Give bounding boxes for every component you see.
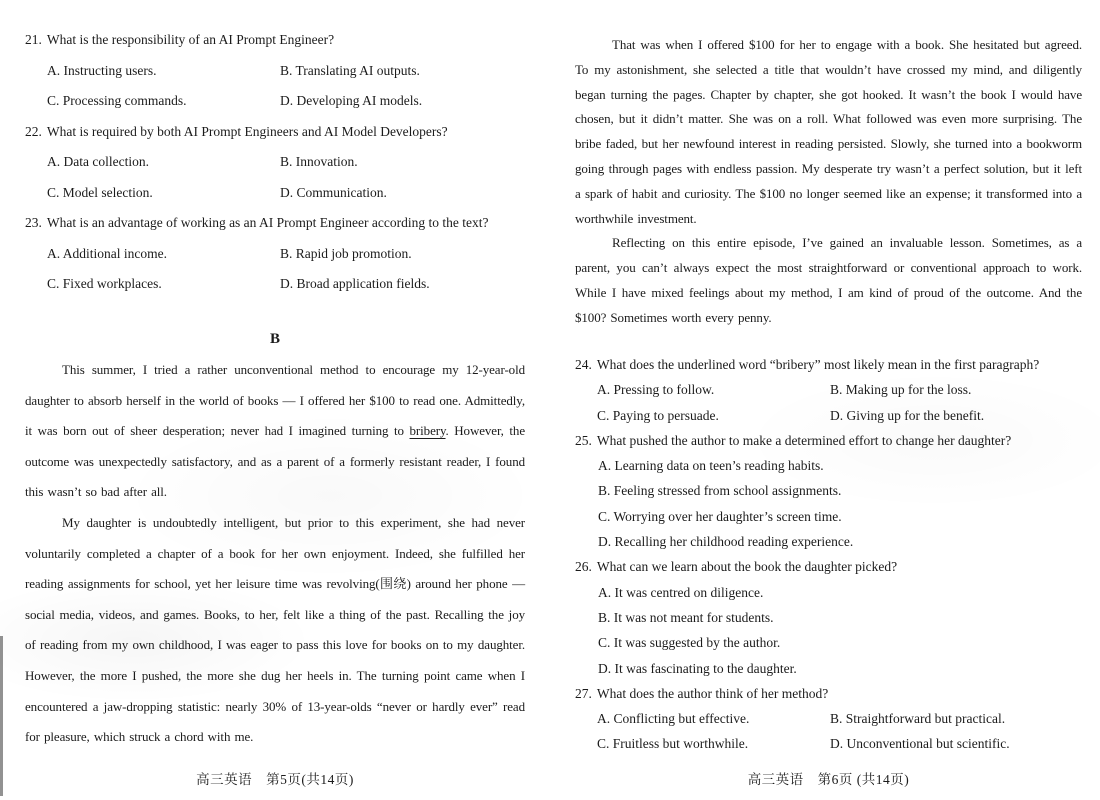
scan-artifact-streak [0, 636, 3, 796]
option-a: A. Pressing to follow. [597, 382, 715, 398]
option-row [575, 377, 1082, 402]
question-number: 22. [25, 123, 42, 139]
question-24 [575, 352, 1082, 428]
question-text: What does the author think of her method? [596, 685, 829, 701]
underlined-word-bribery: bribery [409, 423, 446, 439]
passage-paragraph-3: That was when I offered $100 for her to engage with a book. She hesitated but agreed. To my astonishment, she selected a title that wouldn’t have crossed my mind, and diligently began turning the pages. Chapter by chapter, she got hooked. It wasn’t the book I would have chosen, but it didn’t matter. She was on a roll. What followed was even more surprising. The bribe faded, but her newfound interest in reading persisted. Slowly, she turned into a bookworm going through pages with endless passion. My desperate try wasn’t a perfect solution, but it left a spark of habit and curiosity. The $100 no longer seemed like an expense; it transformed into a worthwhile investment. [575, 37, 1082, 226]
page-footer-right: 高三英语 第6页 (共14页) [747, 772, 910, 787]
option-b: B. Making up for the loss. [830, 382, 972, 398]
option-c: C. Paying to persuade. [597, 407, 719, 423]
option-a: A. Additional income. [47, 245, 167, 261]
option-d: D. Communication. [280, 184, 387, 200]
option-d: D. Unconventional but scientific. [830, 736, 1010, 752]
option-row [575, 403, 1082, 428]
question-text: What is an advantage of working as an AI Prompt Engineer according to the text? [46, 215, 489, 230]
question-22 [25, 117, 525, 209]
question-text: What is the responsibility of an AI Prompt Engineer? [46, 32, 335, 47]
passage-b-part1 [25, 355, 525, 753]
question-number: 24. [575, 357, 592, 372]
option-row [25, 86, 525, 117]
option-d: D. Giving up for the benefit. [830, 407, 985, 423]
option-d: D. Recalling her childhood reading experience. [598, 534, 854, 550]
question-text: What is required by both AI Prompt Engineers and AI Model Developers? [46, 123, 448, 139]
question-text: What does the underlined word “bribery” most likely mean in the first paragraph? [596, 357, 1040, 372]
question-stem [25, 25, 525, 56]
question-26 [575, 554, 1082, 680]
passage-paragraph-1 [25, 355, 525, 508]
option-b: B. Translating AI outputs. [280, 62, 420, 78]
passage-paragraph-4: Reflecting on this entire episode, I’ve gained an invaluable lesson. Sometimes, as a parent, you can’t always expect the most straightforward or conventional approach to work. While I have mixed feelings about my method, I am kind of proud of the outcome. And the $100? Sometimes worth every penny. [575, 235, 1082, 325]
option-row [575, 706, 1082, 731]
questions-21-23 [25, 25, 525, 300]
question-text: What can we learn about the book the daughter picked? [596, 559, 898, 575]
option-row [575, 731, 1082, 756]
option-a: A. Instructing users. [47, 62, 157, 78]
question-number: 26. [575, 559, 592, 575]
option-row [25, 178, 525, 209]
question-25 [575, 428, 1082, 554]
option-a: A. Conflicting but effective. [597, 711, 750, 727]
question-stem [575, 681, 1082, 706]
option-c: C. Worrying over her daughter’s screen time. [598, 508, 842, 524]
paragraph-text: . However, the outcome was unexpectedly satisfactory, and as a parent of a formerly resistant reader, I found this wasn’t so bad after all. [25, 423, 525, 500]
questions-24-27 [575, 352, 1082, 757]
question-number: 23. [25, 215, 42, 230]
option-c: C. It was suggested by the author. [598, 635, 781, 651]
page-6 [575, 0, 1082, 800]
question-stem [575, 428, 1082, 453]
option-d: D. Developing AI models. [280, 93, 423, 108]
question-stem [25, 208, 525, 239]
option-a: A. Data collection. [47, 154, 149, 169]
paragraph-text: This summer, I tried a rather unconventional method to encourage my 12-year-old daughter to absorb herself in the world of books — I offered her $100 to read one. Admittedly, it was born out of sheer desperation; never had I imagined turning to [25, 362, 525, 439]
option-a: A. It was centred on diligence. [598, 584, 764, 600]
option-c: C. Processing commands. [47, 93, 187, 108]
option-c: C. Fruitless but worthwhile. [597, 736, 749, 752]
question-stem [575, 352, 1082, 377]
page-5 [25, 0, 525, 800]
question-23 [25, 208, 525, 300]
option-c: C. Fixed workplaces. [47, 276, 162, 291]
option-b: B. Rapid job promotion. [280, 245, 412, 261]
passage-b-part2 [575, 33, 1082, 331]
question-number: 25. [575, 432, 592, 448]
option-row [25, 269, 525, 300]
question-27 [575, 681, 1082, 757]
option-d: D. Broad application fields. [280, 276, 430, 291]
question-number: 21. [25, 32, 42, 47]
question-stem [575, 554, 1082, 579]
option-b: B. Innovation. [280, 154, 358, 169]
option-row [25, 147, 525, 178]
option-row [25, 239, 525, 270]
option-b: B. It was not meant for students. [598, 609, 774, 625]
option-a: A. Learning data on teen’s reading habits. [598, 458, 824, 474]
passage-paragraph-2: My daughter is undoubtedly intelligent, but prior to this experiment, she had never voluntarily completed a chapter of a book for her own enjoyment. Indeed, she fulfilled her reading assignments for school, yet her leisure time was revolving(围绕) around her phone — social media, videos, and games. Books, to her, felt like a thing of the past. Recalling the joy of reading from my own childhood, I was eager to pass this love for books on to my daughter. However, the more I pushed, the more she dug her heels in. The turning point came when I encountered a jaw-dropping statistic: nearly 30% of 13-year-olds “never or hardly ever” read for pleasure, which struck a chord with me. [25, 514, 525, 745]
option-d: D. It was fascinating to the daughter. [598, 660, 797, 676]
page-footer-left: 高三英语 第5页(共14页) [196, 772, 354, 787]
question-number: 27. [575, 685, 592, 701]
question-text: What pushed the author to make a determined effort to change her daughter? [596, 432, 1012, 448]
section-b-heading: B [269, 331, 280, 347]
question-21 [25, 25, 525, 117]
option-b: B. Straightforward but practical. [830, 711, 1006, 727]
option-b: B. Feeling stressed from school assignments. [598, 483, 842, 499]
option-row [25, 56, 525, 87]
option-c: C. Model selection. [47, 184, 153, 200]
question-stem [25, 117, 525, 148]
